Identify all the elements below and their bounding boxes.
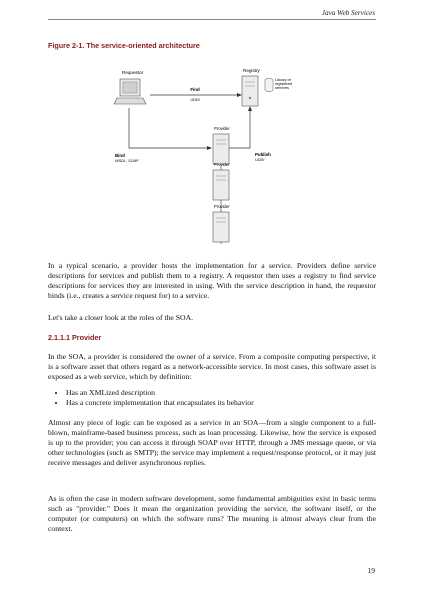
bind-label: Bind [115, 153, 125, 158]
provider-server-icon-2 [213, 170, 229, 200]
publish-arrow [229, 111, 250, 148]
list-item: • Has a concrete implementation that encapsulates its behavior [66, 398, 376, 408]
page-number: 19 [367, 566, 375, 575]
paragraph-intro: In a typical scenario, a provider hosts the implementation for a service. Providers define service descriptions for services and publish them to a registry. A requestor then uses a registry to find service descriptions for services they are interested in using. With the service description in hand, the requestor binds (i.e., creates a service request for) to a service. [48, 261, 376, 301]
bind-sub-label: WSDL, SOAP [115, 159, 139, 163]
paragraph-roles: Let's take a closer look at the roles of the SOA. [48, 313, 194, 322]
provider-label-3: Provider [214, 204, 230, 209]
provider-label-2: Provider [214, 162, 230, 167]
registry-label: Registry [243, 68, 260, 73]
library-label-1: Library of [275, 78, 291, 82]
requestor-computer-icon [114, 79, 146, 104]
find-label: Find [190, 87, 200, 92]
soa-diagram [95, 60, 325, 260]
paragraph-provider: In the SOA, a provider is considered the owner of a service. From a composite computing perspective, it is a software asset that others regard as a network-accessible service. In most cases, this software asset is exposed as a web service, which by definition: [48, 352, 376, 382]
definition-list [48, 388, 376, 408]
library-icon [265, 79, 273, 92]
find-sub-label: UDDI [190, 98, 200, 102]
provider-label-1: Provider [214, 126, 230, 131]
running-head: Java Web Services [321, 9, 375, 17]
publish-label: Publish [255, 152, 271, 157]
publish-sub-label: UDDI [255, 158, 265, 162]
bind-arrowhead [207, 146, 212, 150]
registry-server-icon [242, 76, 258, 106]
paragraph-logic: Almost any piece of logic can be exposed as a service in an SOA—from a single component to a full-blown, mainframe-based business process, such as loan processing. Likewise, how the service is exposed is up to the provider; you can access it through SOAP over HTTP, through a JMS message queue, or via other technologies (such as SMTP); the service may implement a request/response protocol, or it may just receive messages and deliver asynchronous replies. [48, 418, 376, 468]
bind-arrow [129, 108, 207, 148]
provider-server-icon-3 [213, 212, 229, 242]
paragraph-ambiguity: As is often the case in modern software development, some fundamental ambiguities exist in basic terms such as "provider." Does it mean the organization providing the service, the software itself, or the computer (or computers) on which the software runs? The meaning is almost always clear from the context. [48, 494, 376, 534]
header-rule [48, 19, 376, 20]
requestor-label: Requestor [122, 70, 144, 75]
publish-arrowhead [248, 106, 252, 111]
provider-server-icon-1 [213, 134, 229, 164]
find-arrowhead [237, 93, 242, 97]
library-label-3: services [275, 86, 289, 90]
figure-caption: Figure 2-1. The service-oriented architecture [48, 41, 200, 50]
section-heading-provider: 2.1.1.1 Provider [48, 333, 102, 342]
library-label-2: registered [275, 82, 292, 86]
list-item: • Has an XMLized description [66, 388, 376, 398]
